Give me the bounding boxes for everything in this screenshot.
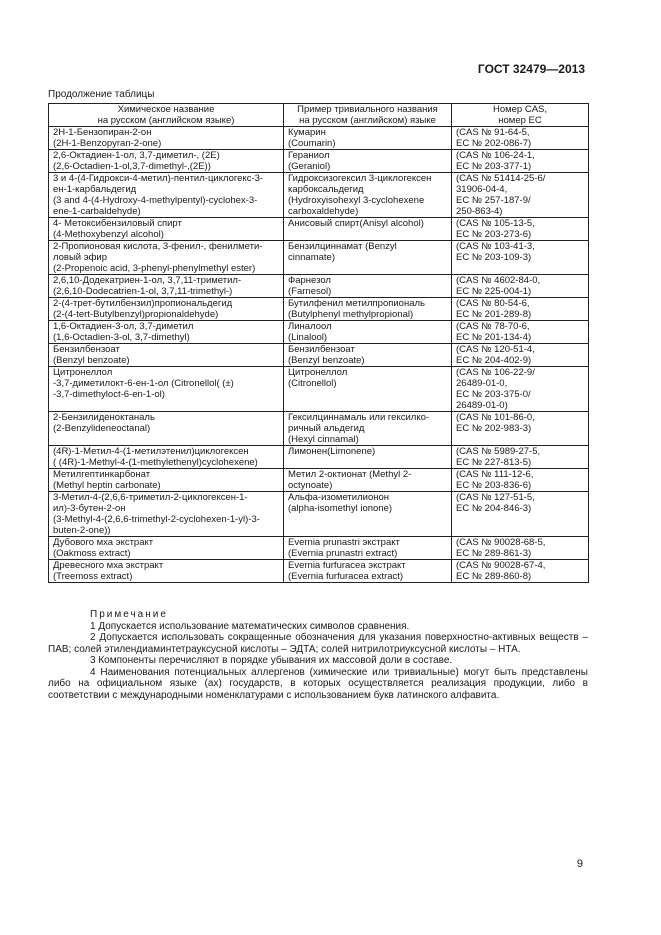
note-item: 2 Допускается использовать сокращенные обозначения для указания поверхностно-активных веществ – ПАВ; солей этилендиаминтетрауксусной кислоты – ЭДТА; солей нитрилотриуксусной кислоты – НТА. [48,632,588,655]
cell-line: (Linalool) [288,332,328,343]
cas-ec-cell [452,298,589,321]
cell-line: (CAS № 90028-67-4, [456,560,546,571]
cell-line: (Coumarin) [288,138,336,149]
chemical-name-cell [49,150,284,173]
cell-line: EC № 201-289-8) [456,309,532,320]
cell-line: (Evernia furfuracea extract) [288,571,404,582]
cell-line: 3 и 4-(4-Гидрокси-4-метил)-пентил-циклогекс-3- [53,173,264,184]
cell-line: (Evernia prunastri extract) [288,548,398,559]
cell-line: EC № 202-086-7) [456,138,532,149]
cell-line: 4- Метоксибензиловый спирт [53,218,182,229]
chemical-name-cell [49,560,284,583]
table-header-row [49,104,589,127]
trivial-name-cell [284,321,452,344]
cell-line: (3-Methyl-4-(2,6,6-trimethyl-2-cyclohexen-1-yl)-3- [53,514,260,525]
cell-line: EC № 203-375-0/ [456,389,531,400]
document-code: ГОСТ 32479—2013 [477,62,585,76]
chemical-name-cell [49,446,284,469]
table-row [49,469,589,492]
cas-ec-cell [452,241,589,275]
cell-line: (2,6,10-Dodecatrien-1-ol, 3,7,11-trimethyl-) [53,286,233,297]
trivial-name-cell [284,469,452,492]
cell-line: (Benzyl benzoate) [53,355,130,366]
cell-line: (Farnesol) [288,286,332,297]
trivial-name-cell [284,344,452,367]
cell-line: Бензилбензоат [53,344,120,355]
cell-line: (Citronellol) [288,378,337,389]
cas-ec-cell [452,492,589,537]
header-trivial-name: Пример тривиального названия на русском (английском) языке [284,104,452,127]
allergen-table [48,103,589,583]
cell-line: Линалоол [288,321,332,332]
table-row [49,492,589,537]
cell-line: (2-(4-tert-Butylbenzyl)propionaldehyde) [53,309,219,320]
cell-line: 31906-04-4, [456,184,508,195]
cas-ec-cell [452,446,589,469]
header-chemical-name: Химическое название на русском (английском языке) [49,104,284,127]
cell-line: ил)-3-бутен-2-он [53,503,126,514]
table-row [49,127,589,150]
cell-line: (CAS № 80-54-6, [456,298,530,309]
cell-line: 250-863-4) [456,206,503,217]
cell-line: Цитронеллол [288,367,348,378]
cell-line: EC № 203-836-6) [456,480,532,491]
cell-line: (2-Benzylideneoctanal) [53,423,151,434]
cell-line: EC № 289-860-8) [456,571,532,582]
cell-line: EC № 204-846-3) [456,503,532,514]
cell-line: (2,6-Octadien-1-ol,3,7-dimethyl-,(2E)) [53,161,211,172]
cell-line: -3,7-dimethyloct-6-en-1-ol) [53,389,165,400]
cell-line: (CAS № 90028-68-5, [456,537,546,548]
cell-line: Бутилфенил метилпропиональ [288,298,425,309]
cell-line: Бензилциннамат (Benzyl [288,241,397,252]
cell-line: (Hydroxyisohexyl 3-cyclohexene [288,195,425,206]
cell-line: Evernia prunastri экстракт [288,537,400,548]
cell-line: (Treemoss extract) [53,571,133,582]
cas-ec-cell [452,537,589,560]
table-row [49,560,589,583]
cas-ec-cell [452,150,589,173]
note-item: 4 Наименования потенциальных аллергенов (химические или тривиальные) могут быть представлены либо на официальном языке (ах) государств, в которых осуществляется реализация продукции, либо в соответствии с международными номенклатурами с использованием букв латинского алфавита. [48,666,588,701]
cell-line: ene-1-carbaldehyde) [53,206,141,217]
notes-section [48,609,588,701]
table-row [49,218,589,241]
header-cas-ec: Номер CAS, номер ЕС [452,104,589,127]
cell-line: EC № 257-187-9/ [456,195,531,206]
cell-line: ен-1-карбальдегид [53,184,137,195]
cell-line: (CAS № 120-51-4, [456,344,535,355]
trivial-name-cell [284,537,452,560]
cell-line: 2-Бензилиденоктаналь [53,412,155,423]
cell-line: (Benzyl benzoate) [288,355,365,366]
note-item: 1 Допускается использование математических символов сравнения. [90,620,410,632]
cell-line: (Butylphenyl methylpropional) [288,309,414,320]
chemical-name-cell [49,367,284,412]
cell-line: Метил 2-октионат (Methyl 2- [288,469,412,480]
chemical-name-cell [49,173,284,218]
trivial-name-cell [284,412,452,446]
cell-line: 2,6,10-Додекатриен-1-ол, 3,7,11-триметил- [53,275,242,286]
table-row [49,321,589,344]
cell-line: Evernia furfuracea экстракт [288,560,406,571]
cell-line: EC № 204-402-9) [456,355,532,366]
table-row [49,537,589,560]
trivial-name-cell [284,173,452,218]
table-row [49,367,589,412]
chemical-name-cell [49,321,284,344]
cell-line: (CAS № 111-12-6, [456,469,534,480]
cell-line: Гексилциннамаль или гексилко- [288,412,430,423]
cell-line: ( (4R)-1-Methyl-4-(1-methylethenyl)cyclohexene) [53,457,258,468]
cell-line: Кумарин [288,127,326,138]
cell-line: карбоксальдегид [288,184,364,195]
table-row [49,173,589,218]
notes-title: Примечание [90,609,168,620]
cell-line: EC № 203-109-3) [456,252,532,263]
trivial-name-cell [284,367,452,412]
table-row [49,150,589,173]
cell-line: (CAS № 4602-84-0, [456,275,541,286]
cell-line: 3-Метил-4-(2,6,6-триметил-2-циклогексен-1- [53,492,248,503]
cell-line: (4R)-1-Метил-4-(1-метилэтенил)циклогексен [53,446,249,457]
cell-line: octynoate) [288,480,333,491]
cas-ec-cell [452,344,589,367]
cell-line: (CAS № 5989-27-5, [456,446,541,457]
cell-line: (4-Methoxybenzyl alcohol) [53,229,164,240]
page-number: 9 [576,858,583,870]
chemical-name-cell [49,218,284,241]
trivial-name-cell [284,275,452,298]
cell-line: 26489-01-0) [456,400,508,411]
table-row [49,412,589,446]
chemical-name-cell [49,344,284,367]
cell-line: EC № 203-377-1) [456,161,532,172]
cell-line: Цитронеллол [53,367,113,378]
chemical-name-cell [49,298,284,321]
cell-line: carboxaldehyde) [288,206,359,217]
cell-line: ричный альдегид [288,423,365,434]
trivial-name-cell [284,218,452,241]
cell-line: Метилгептинкарбонат [53,469,151,480]
trivial-name-cell [284,150,452,173]
cell-line: EC № 201-134-4) [456,332,532,343]
table-row [49,446,589,469]
table-row [49,241,589,275]
cell-line: 26489-01-0, [456,378,508,389]
cell-line: Лимонен(Limonene) [288,446,376,457]
cell-line: (CAS № 91-64-5, [456,127,530,138]
cas-ec-cell [452,173,589,218]
cell-line: 2,6-Октадиен-1-ол, 3,7-диметил-, (2E) [53,150,220,161]
cell-line: (CAS № 103-41-3, [456,241,535,252]
cas-ec-cell [452,560,589,583]
trivial-name-cell [284,127,452,150]
cell-line: (alpha-isomethyl ionone) [288,503,393,514]
cell-line: (Methyl heptin carbonate) [53,480,161,491]
cell-line: -3,7-диметилокт-6-ен-1-ол (Citronellol( (±) [53,378,234,389]
chemical-name-cell [49,492,284,537]
chemical-name-cell [49,127,284,150]
cas-ec-cell [452,321,589,344]
table-row [49,275,589,298]
cas-ec-cell [452,127,589,150]
cell-line: (1,6-Octadien-3-ol, 3,7-dimethyl) [53,332,190,343]
cell-line: Альфа-изометилионон [288,492,389,503]
note-item: 3 Компоненты перечисляют в порядке убывания их массовой доли в составе. [90,655,453,666]
cell-line: (2-Propenoic acid, 3-phenyl-phenylmethyl ester) [53,263,256,274]
cell-line: Фарнезол [288,275,331,286]
cell-line: cinnamate) [288,252,335,263]
cell-line: 2H-1-Бензопиран-2-он [53,127,152,138]
cell-line: (Geraniol) [288,161,331,172]
cell-line: (CAS № 101-86-0, [456,412,535,423]
cell-line: (CAS № 106-22-9/ [456,367,535,378]
chemical-name-cell [49,275,284,298]
trivial-name-cell [284,492,452,537]
cell-line: EC № 202-983-3) [456,423,532,434]
cas-ec-cell [452,367,589,412]
cell-line: (CAS № 78-70-6, [456,321,530,332]
cell-line: Гидроксизогексил 3-циклогексен [288,173,432,184]
cell-line: Древесного мха экстракт [53,560,164,571]
cell-line: (Hexyl cinnamal) [288,434,359,445]
cell-line: Дубового мха экстракт [53,537,154,548]
chemical-name-cell [49,241,284,275]
chemical-name-cell [49,537,284,560]
table-row [49,344,589,367]
table-row [49,298,589,321]
cas-ec-cell [452,412,589,446]
trivial-name-cell [284,298,452,321]
cell-line: EC № 289-861-3) [456,548,532,559]
cell-line: (Oakmoss extract) [53,548,131,559]
chemical-name-cell [49,469,284,492]
trivial-name-cell [284,560,452,583]
trivial-name-cell [284,446,452,469]
cas-ec-cell [452,275,589,298]
cell-line: (CAS № 51414-25-6/ [456,173,546,184]
cell-line: (CAS № 105-13-5, [456,218,535,229]
cas-ec-cell [452,218,589,241]
cell-line: (CAS № 127-51-5, [456,492,535,503]
cell-line: (2H-1-Benzopyran-2-one) [53,138,162,149]
continuation-label: Продолжение таблицы [48,89,155,100]
trivial-name-cell [284,241,452,275]
cell-line: ловый эфир [53,252,108,263]
cell-line: 1,6-Октадиен-3-ол, 3,7-диметил [53,321,194,332]
cell-line: Гераниол [288,150,330,161]
cell-line: EC № 225-004-1) [456,286,532,297]
cell-line: buten-2-one)) [53,525,111,536]
cell-line: EC № 203-273-6) [456,229,532,240]
cas-ec-cell [452,469,589,492]
chemical-name-cell [49,412,284,446]
cell-line: Анисовый спирт(Anisyl alcohol) [288,218,424,229]
cell-line: 2-(4-трет-бутилбензил)пропиональдегид [53,298,233,309]
cell-line: (CAS № 106-24-1, [456,150,535,161]
cell-line: Бензилбензоат [288,344,355,355]
cell-line: 2-Пропионовая кислота, 3-фенил-, фенилмети- [53,241,263,252]
cell-line: (3 and 4-(4-Hydroxy-4-methylpentyl)-cyclohex-3- [53,195,258,206]
cell-line: EC № 227-813-5) [456,457,532,468]
